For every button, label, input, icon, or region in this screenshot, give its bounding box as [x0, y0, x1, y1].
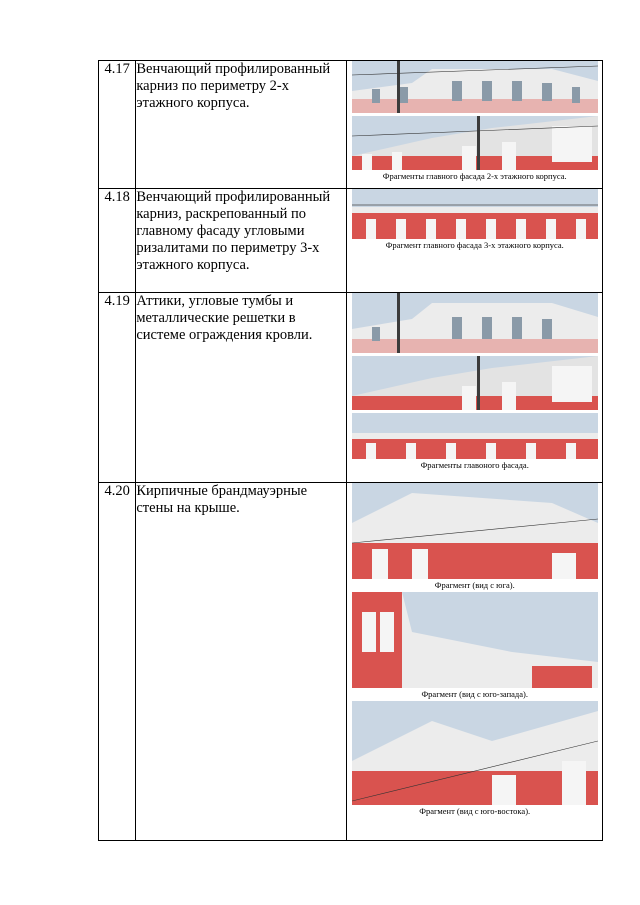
row-description: Венчающий профилированный карниз, раскрепованный по главному фасаду угловыми ризалитами по периметру 3-х этажного корпуса. — [136, 189, 347, 293]
row-number: 4.18 — [99, 189, 136, 293]
facade-photo — [352, 116, 598, 170]
photo-caption: Фрагмент главного фасада 3-х этажного корпуса. — [385, 240, 564, 250]
photo-cell — [347, 483, 603, 841]
table-row — [99, 483, 603, 841]
facade-photo — [352, 356, 598, 410]
photo-cell — [347, 61, 603, 189]
photo-caption: Фрагмент (вид с юго-востока). — [419, 806, 531, 816]
table-row — [99, 189, 603, 293]
facade-photo — [352, 293, 598, 353]
heritage-table — [98, 60, 603, 841]
facade-photo — [352, 592, 598, 688]
row-number: 4.17 — [99, 61, 136, 189]
facade-photo — [352, 61, 598, 113]
photo-caption: Фрагменты главоного фасада. — [420, 460, 529, 470]
row-number: 4.19 — [99, 293, 136, 483]
facade-photo — [352, 413, 598, 459]
table-row — [99, 293, 603, 483]
photo-caption: Фрагмент (вид с юга). — [434, 580, 515, 590]
table-row — [99, 61, 603, 189]
photo-caption: Фрагмент (вид с юго-запада). — [421, 689, 528, 699]
facade-photo — [352, 189, 598, 239]
facade-photo — [352, 483, 598, 579]
row-number: 4.20 — [99, 483, 136, 841]
row-description: Кирпичные брандмауэрные стены на крыше. — [136, 483, 347, 841]
row-description: Венчающий профилированный карниз по периметру 2-х этажного корпуса. — [136, 61, 347, 189]
photo-cell — [347, 293, 603, 483]
photo-cell — [347, 189, 603, 293]
facade-photo — [352, 701, 598, 805]
row-description: Аттики, угловые тумбы и металлические решетки в системе ограждения кровли. — [136, 293, 347, 483]
photo-caption: Фрагменты главного фасада 2-х этажного корпуса. — [382, 171, 567, 181]
